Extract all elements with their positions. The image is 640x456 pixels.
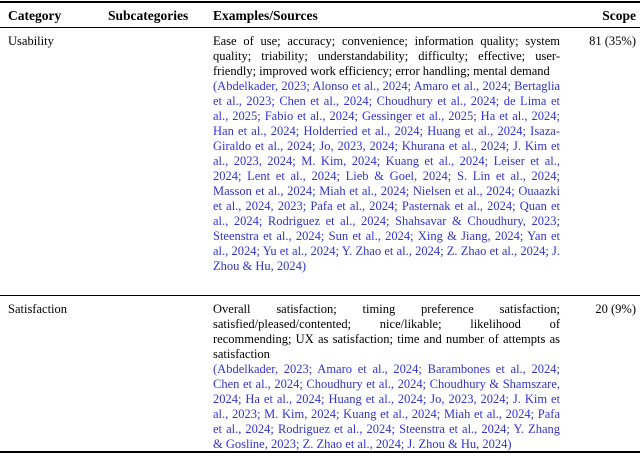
col-header-category: Category bbox=[8, 8, 62, 23]
scope-cell: 81 (35%) bbox=[589, 34, 636, 48]
table-row bbox=[0, 28, 640, 296]
subcategories-cell bbox=[108, 302, 213, 452]
scope-cell: 20 (9%) bbox=[595, 302, 636, 316]
category-cell: Satisfaction bbox=[8, 302, 68, 316]
table-row bbox=[0, 296, 640, 456]
col-header-examples-sources: Examples/Sources bbox=[213, 8, 318, 23]
citation-links[interactable]: (Abdelkader, 2023; Amaro et al., 2024; Barambones et al., 2024; Chen et al., 2024; Choudhury et al., 2024; Choudhury & Shamszare, 2024; Ha et al., 2024; Huang et al., 2024; Jo, 2023, 2024; J. Kim et al., 2023; M. Kim, 2024; Kuang et al., 2024; Miah et al., 2024; Pafa et al., 2024; Rodriguez et al., 2024; Steenstra et al., 2024; Y. Zhang & Gosline, 2023; Z. Zhao et al., 2024; J. Zhou & Hu, 2024) bbox=[213, 362, 560, 451]
col-header-subcategories: Subcategories bbox=[108, 8, 189, 23]
examples-sources-cell bbox=[213, 302, 560, 452]
examples-sources-cell bbox=[213, 34, 560, 289]
category-cell: Usability bbox=[8, 34, 54, 48]
citation-links[interactable]: (Abdelkader, 2023; Alonso et al., 2024; Amaro et al., 2024; Bertaglia et al., 2023; Chen et al., 2024; Choudhury et al., 2024; de Lima et al., 2025; Fabio et al., 2024; Gessinger et al., 2025; Ha et al., 2024; Han et al., 2024; Holderried et al., 2024; Huang et al., 2024; Isaza-Giraldo et al., 2024; Jo, 2023, 2024; Khurana et al., 2024; J. Kim et al., 2023, 2024; M. Kim, 2024; Kuang et al., 2024; Leiser et al., 2024; Lent et al., 2024; Lieb & Goel, 2024; S. Lin et al., 2024; Masson et al., 2024; Miah et al., 2024; Nielsen et al., 2024; Ouaazki et al., 2024, 2023; Pafa et al., 2024; Pasternak et al., 2024; Quan et al., 2024; Rodriguez et al., 2024; Shahsavar & Choudhury, 2023; Steenstra et al., 2024; Sun et al., 2024; Xing & Jiang, 2024; Yan et al., 2024; Yu et al., 2024; Y. Zhao et al., 2024; Z. Zhao et al., 2024; J. Zhou & Hu, 2024) bbox=[213, 79, 560, 273]
table-header-row bbox=[0, 3, 640, 28]
examples-text: Overall satisfaction; timing preference satisfaction; satisfied/pleased/contented; nice/likable; likelihood of recommending; UX as satisfaction; time and number of attempts as satisfaction bbox=[213, 302, 560, 361]
col-header-scope: Scope bbox=[602, 8, 636, 23]
examples-text: Ease of use; accuracy; convenience; information quality; system quality; triability; understandability; difficulty; effective; user-friendly; improved work efficiency; error handling; mental demand bbox=[213, 34, 560, 78]
subcategories-cell bbox=[108, 34, 213, 289]
table-bottom-rule bbox=[0, 451, 640, 454]
categories-table bbox=[0, 1, 640, 456]
